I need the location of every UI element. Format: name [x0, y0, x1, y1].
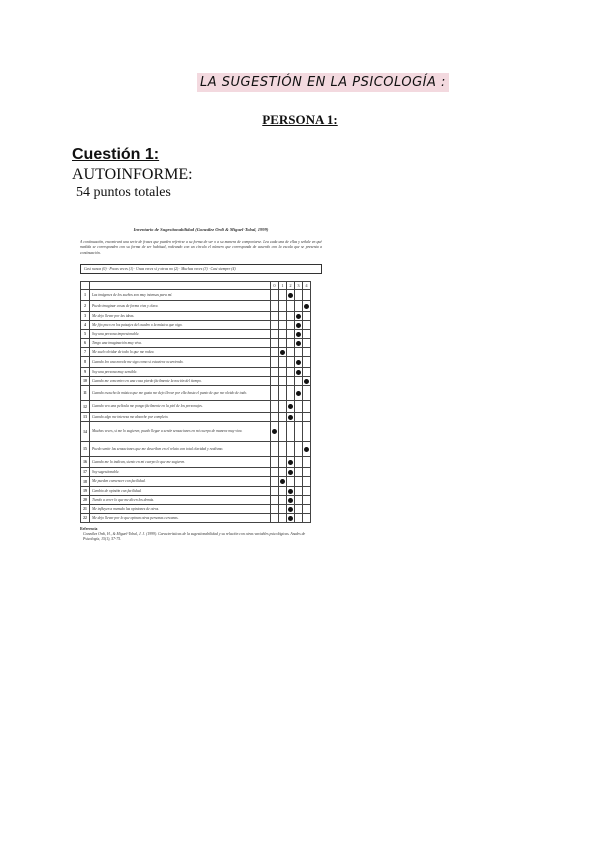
option-cell	[287, 330, 295, 339]
option-cell	[287, 301, 295, 312]
option-cell	[303, 413, 311, 422]
option-cell	[279, 330, 287, 339]
option-cell	[287, 290, 295, 301]
option-cell	[295, 468, 303, 477]
option-cell	[271, 442, 279, 457]
option-cell	[271, 312, 279, 321]
option-cell	[295, 442, 303, 457]
table-row	[81, 457, 311, 468]
option-cell	[271, 401, 279, 413]
selected-answer-dot	[304, 447, 309, 452]
option-cell	[279, 487, 287, 496]
option-cell	[287, 505, 295, 514]
selected-answer-dot	[288, 489, 293, 494]
item-text: Puedo imaginar cosas de forma viva y clara.	[90, 301, 271, 312]
option-cell	[271, 348, 279, 357]
item-number: 10	[81, 377, 90, 386]
option-cell	[303, 477, 311, 487]
selected-answer-dot	[296, 323, 301, 328]
selected-answer-dot	[288, 293, 293, 298]
option-cell	[279, 290, 287, 301]
header-option-1: 1	[279, 282, 287, 290]
option-cell	[295, 505, 303, 514]
item-text: Me pueden convencer con facilidad.	[90, 477, 271, 487]
option-cell	[303, 442, 311, 457]
option-cell	[271, 290, 279, 301]
option-cell	[271, 487, 279, 496]
option-cell	[271, 422, 279, 442]
selected-answer-dot	[296, 314, 301, 319]
item-number: 18	[81, 477, 90, 487]
item-text: Soy una persona muy sensible.	[90, 368, 271, 377]
option-cell	[295, 422, 303, 442]
table-row	[81, 301, 311, 312]
item-number: 4	[81, 321, 90, 330]
option-cell	[303, 348, 311, 357]
selected-answer-dot	[296, 391, 301, 396]
option-cell	[271, 457, 279, 468]
questionnaire-scan	[80, 225, 322, 542]
option-cell	[271, 468, 279, 477]
option-cell	[287, 321, 295, 330]
option-cell	[287, 413, 295, 422]
table-row	[81, 312, 311, 321]
item-text: Cuando escucho la música que me gusta me dejo llevar por ella hasta el punto de que me olvido de todo.	[90, 386, 271, 401]
option-cell	[287, 487, 295, 496]
option-cell	[279, 348, 287, 357]
item-number: 14	[81, 422, 90, 442]
item-text: Me dejo llevar por lo que opinan otras personas cercanas.	[90, 514, 271, 523]
option-cell	[303, 368, 311, 377]
table-row	[81, 330, 311, 339]
selected-answer-dot	[288, 415, 293, 420]
selected-answer-dot	[288, 404, 293, 409]
option-cell	[287, 514, 295, 523]
question-type: AUTOINFORME:	[72, 166, 193, 183]
scan-scale-legend: Casi nunca (0) · Pocas veces (1) · Unas veces sí y otras no (2) · Muchas veces (3) · Casi siempre (4)	[80, 264, 322, 274]
option-cell	[303, 312, 311, 321]
option-cell	[287, 468, 295, 477]
option-cell	[287, 386, 295, 401]
option-cell	[279, 514, 287, 523]
item-number: 1	[81, 290, 90, 301]
table-row	[81, 514, 311, 523]
option-cell	[271, 386, 279, 401]
table-row	[81, 477, 311, 487]
option-cell	[303, 457, 311, 468]
item-number: 11	[81, 386, 90, 401]
item-text: Soy sugestionable.	[90, 468, 271, 477]
header-number-cell	[81, 282, 90, 290]
option-cell	[287, 477, 295, 487]
option-cell	[287, 442, 295, 457]
option-cell	[295, 477, 303, 487]
table-row	[81, 422, 311, 442]
option-cell	[295, 487, 303, 496]
item-number: 2	[81, 301, 90, 312]
option-cell	[279, 457, 287, 468]
option-cell	[295, 386, 303, 401]
option-cell	[271, 505, 279, 514]
option-cell	[279, 422, 287, 442]
item-text: Tiendo a creer lo que me dicen los demás.	[90, 496, 271, 505]
item-number: 6	[81, 339, 90, 348]
option-cell	[295, 377, 303, 386]
table-row	[81, 468, 311, 477]
option-cell	[303, 496, 311, 505]
option-cell	[295, 413, 303, 422]
option-cell	[295, 514, 303, 523]
option-cell	[303, 401, 311, 413]
option-cell	[303, 330, 311, 339]
option-cell	[279, 377, 287, 386]
header-option-0: 0	[271, 282, 279, 290]
option-cell	[303, 386, 311, 401]
item-text: Me fijo poco en los paisajes del cuadro o la música que oigo.	[90, 321, 271, 330]
option-cell	[279, 496, 287, 505]
option-cell	[295, 357, 303, 368]
item-number: 12	[81, 401, 90, 413]
item-number: 16	[81, 457, 90, 468]
option-cell	[287, 312, 295, 321]
item-number: 19	[81, 487, 90, 496]
option-cell	[271, 514, 279, 523]
item-number: 13	[81, 413, 90, 422]
option-cell	[295, 457, 303, 468]
item-number: 7	[81, 348, 90, 357]
option-cell	[279, 442, 287, 457]
option-cell	[271, 301, 279, 312]
scan-instructions: A continuación, encontrará una serie de frases que pueden referirse a su forma de ser o a su manera de comportarse. Lea cada una de ellas y señale en qué medida se corresponden con su forma de ser habitual, rodeando con un círculo el número que corresponda de acuerdo con la escala que se presenta a continuación.	[80, 240, 322, 255]
option-cell	[295, 348, 303, 357]
option-cell	[287, 368, 295, 377]
option-cell	[287, 357, 295, 368]
selected-answer-dot	[288, 470, 293, 475]
item-number: 9	[81, 368, 90, 377]
item-text: Cuando me lo indican, siento en mi cuerpo lo que me sugieren.	[90, 457, 271, 468]
header-option-3: 3	[295, 282, 303, 290]
item-number: 3	[81, 312, 90, 321]
option-cell	[279, 312, 287, 321]
table-row	[81, 496, 311, 505]
item-number: 22	[81, 514, 90, 523]
option-cell	[295, 339, 303, 348]
table-row	[81, 290, 311, 301]
option-cell	[279, 301, 287, 312]
selected-answer-dot	[296, 370, 301, 375]
item-text: Cuando leo una novela me sigo como si estuviera ocurriendo.	[90, 357, 271, 368]
option-cell	[303, 514, 311, 523]
item-text: Tengo una imaginación muy viva.	[90, 339, 271, 348]
table-row	[81, 357, 311, 368]
option-cell	[303, 422, 311, 442]
option-cell	[303, 505, 311, 514]
item-number: 17	[81, 468, 90, 477]
references-text: González Ordi, H., & Miguel-Tobal, J. J. (1999). Características de la sugestionabilidad y su relación con otras variables psicológicas. Anales de Psicología, 15(1), 57-75.	[83, 532, 306, 541]
option-cell	[271, 330, 279, 339]
table-header-row	[81, 282, 311, 290]
scan-title: Inventario de Sugestionabilidad (González Ordi & Miguel-Tobal, 1999)	[133, 227, 269, 232]
item-text: Las imágenes de los sueños son muy intensas para mí.	[90, 290, 271, 301]
selected-answer-dot	[280, 479, 285, 484]
item-text: Soy una persona impresionable.	[90, 330, 271, 339]
references-heading: Referencia	[80, 527, 98, 531]
item-text: Me dejo llevar por las ideas.	[90, 312, 271, 321]
questionnaire-table	[80, 281, 311, 523]
option-cell	[287, 496, 295, 505]
option-cell	[271, 368, 279, 377]
item-number: 8	[81, 357, 90, 368]
option-cell	[303, 487, 311, 496]
option-cell	[271, 321, 279, 330]
option-cell	[303, 321, 311, 330]
option-cell	[303, 468, 311, 477]
option-cell	[295, 321, 303, 330]
references	[80, 527, 322, 542]
selected-answer-dot	[296, 341, 301, 346]
option-cell	[303, 357, 311, 368]
option-cell	[295, 368, 303, 377]
selected-answer-dot	[304, 379, 309, 384]
option-cell	[279, 386, 287, 401]
option-cell	[303, 339, 311, 348]
selected-answer-dot	[288, 507, 293, 512]
option-cell	[287, 401, 295, 413]
option-cell	[303, 301, 311, 312]
person-heading: PERSONA 1:	[262, 112, 338, 127]
table-row	[81, 442, 311, 457]
table-row	[81, 505, 311, 514]
item-text: Cambio de opinión con facilidad.	[90, 487, 271, 496]
selected-answer-dot	[280, 350, 285, 355]
option-cell	[279, 505, 287, 514]
table-row	[81, 386, 311, 401]
header-text-cell	[90, 282, 271, 290]
item-text: Me suelo olvidar de todo lo que me rodea.	[90, 348, 271, 357]
item-number: 15	[81, 442, 90, 457]
option-cell	[279, 321, 287, 330]
table-row	[81, 321, 311, 330]
item-text: Cuando veo una película me pongo fácilmente en la piel de los personajes.	[90, 401, 271, 413]
option-cell	[279, 401, 287, 413]
table-row	[81, 401, 311, 413]
option-cell	[295, 330, 303, 339]
item-text: Cuando me concentro en una cosa pierdo fácilmente la noción del tiempo.	[90, 377, 271, 386]
option-cell	[287, 377, 295, 386]
question-heading: Cuestión 1:	[72, 146, 160, 163]
selected-answer-dot	[304, 304, 309, 309]
selected-answer-dot	[296, 332, 301, 337]
option-cell	[271, 377, 279, 386]
option-cell	[303, 290, 311, 301]
option-cell	[279, 339, 287, 348]
option-cell	[271, 477, 279, 487]
option-cell	[271, 413, 279, 422]
item-text: Puedo sentir las sensaciones que me describen en el relato con total claridad y realismo.	[90, 442, 271, 457]
option-cell	[287, 348, 295, 357]
table-row	[81, 377, 311, 386]
selected-answer-dot	[296, 360, 301, 365]
header-option-4: 4	[303, 282, 311, 290]
option-cell	[279, 357, 287, 368]
option-cell	[295, 290, 303, 301]
option-cell	[295, 312, 303, 321]
option-cell	[271, 496, 279, 505]
option-cell	[295, 496, 303, 505]
selected-answer-dot	[288, 498, 293, 503]
option-cell	[303, 377, 311, 386]
selected-answer-dot	[288, 460, 293, 465]
option-cell	[279, 468, 287, 477]
item-number: 5	[81, 330, 90, 339]
table-row	[81, 348, 311, 357]
item-text: Muchas veces, si me lo sugieren, puedo llegar a sentir sensaciones en mi cuerpo de manera muy viva.	[90, 422, 271, 442]
table-row	[81, 339, 311, 348]
item-text: Cuando algo me interesa me absorbe por completo.	[90, 413, 271, 422]
option-cell	[271, 339, 279, 348]
option-cell	[287, 457, 295, 468]
table-row	[81, 368, 311, 377]
item-number: 21	[81, 505, 90, 514]
option-cell	[271, 357, 279, 368]
option-cell	[287, 339, 295, 348]
item-text: Me influyen a menudo las opiniones de otros.	[90, 505, 271, 514]
table-row	[81, 413, 311, 422]
option-cell	[295, 301, 303, 312]
option-cell	[279, 413, 287, 422]
table-row	[81, 487, 311, 496]
item-number: 20	[81, 496, 90, 505]
selected-answer-dot	[288, 516, 293, 521]
option-cell	[287, 422, 295, 442]
header-option-2: 2	[287, 282, 295, 290]
question-points: 54 puntos totales	[76, 185, 171, 200]
option-cell	[279, 368, 287, 377]
option-cell	[295, 401, 303, 413]
selected-answer-dot	[272, 429, 277, 434]
document-title: LA SUGESTIÓN EN LA PSICOLOGÍA :	[197, 73, 449, 92]
option-cell	[279, 477, 287, 487]
